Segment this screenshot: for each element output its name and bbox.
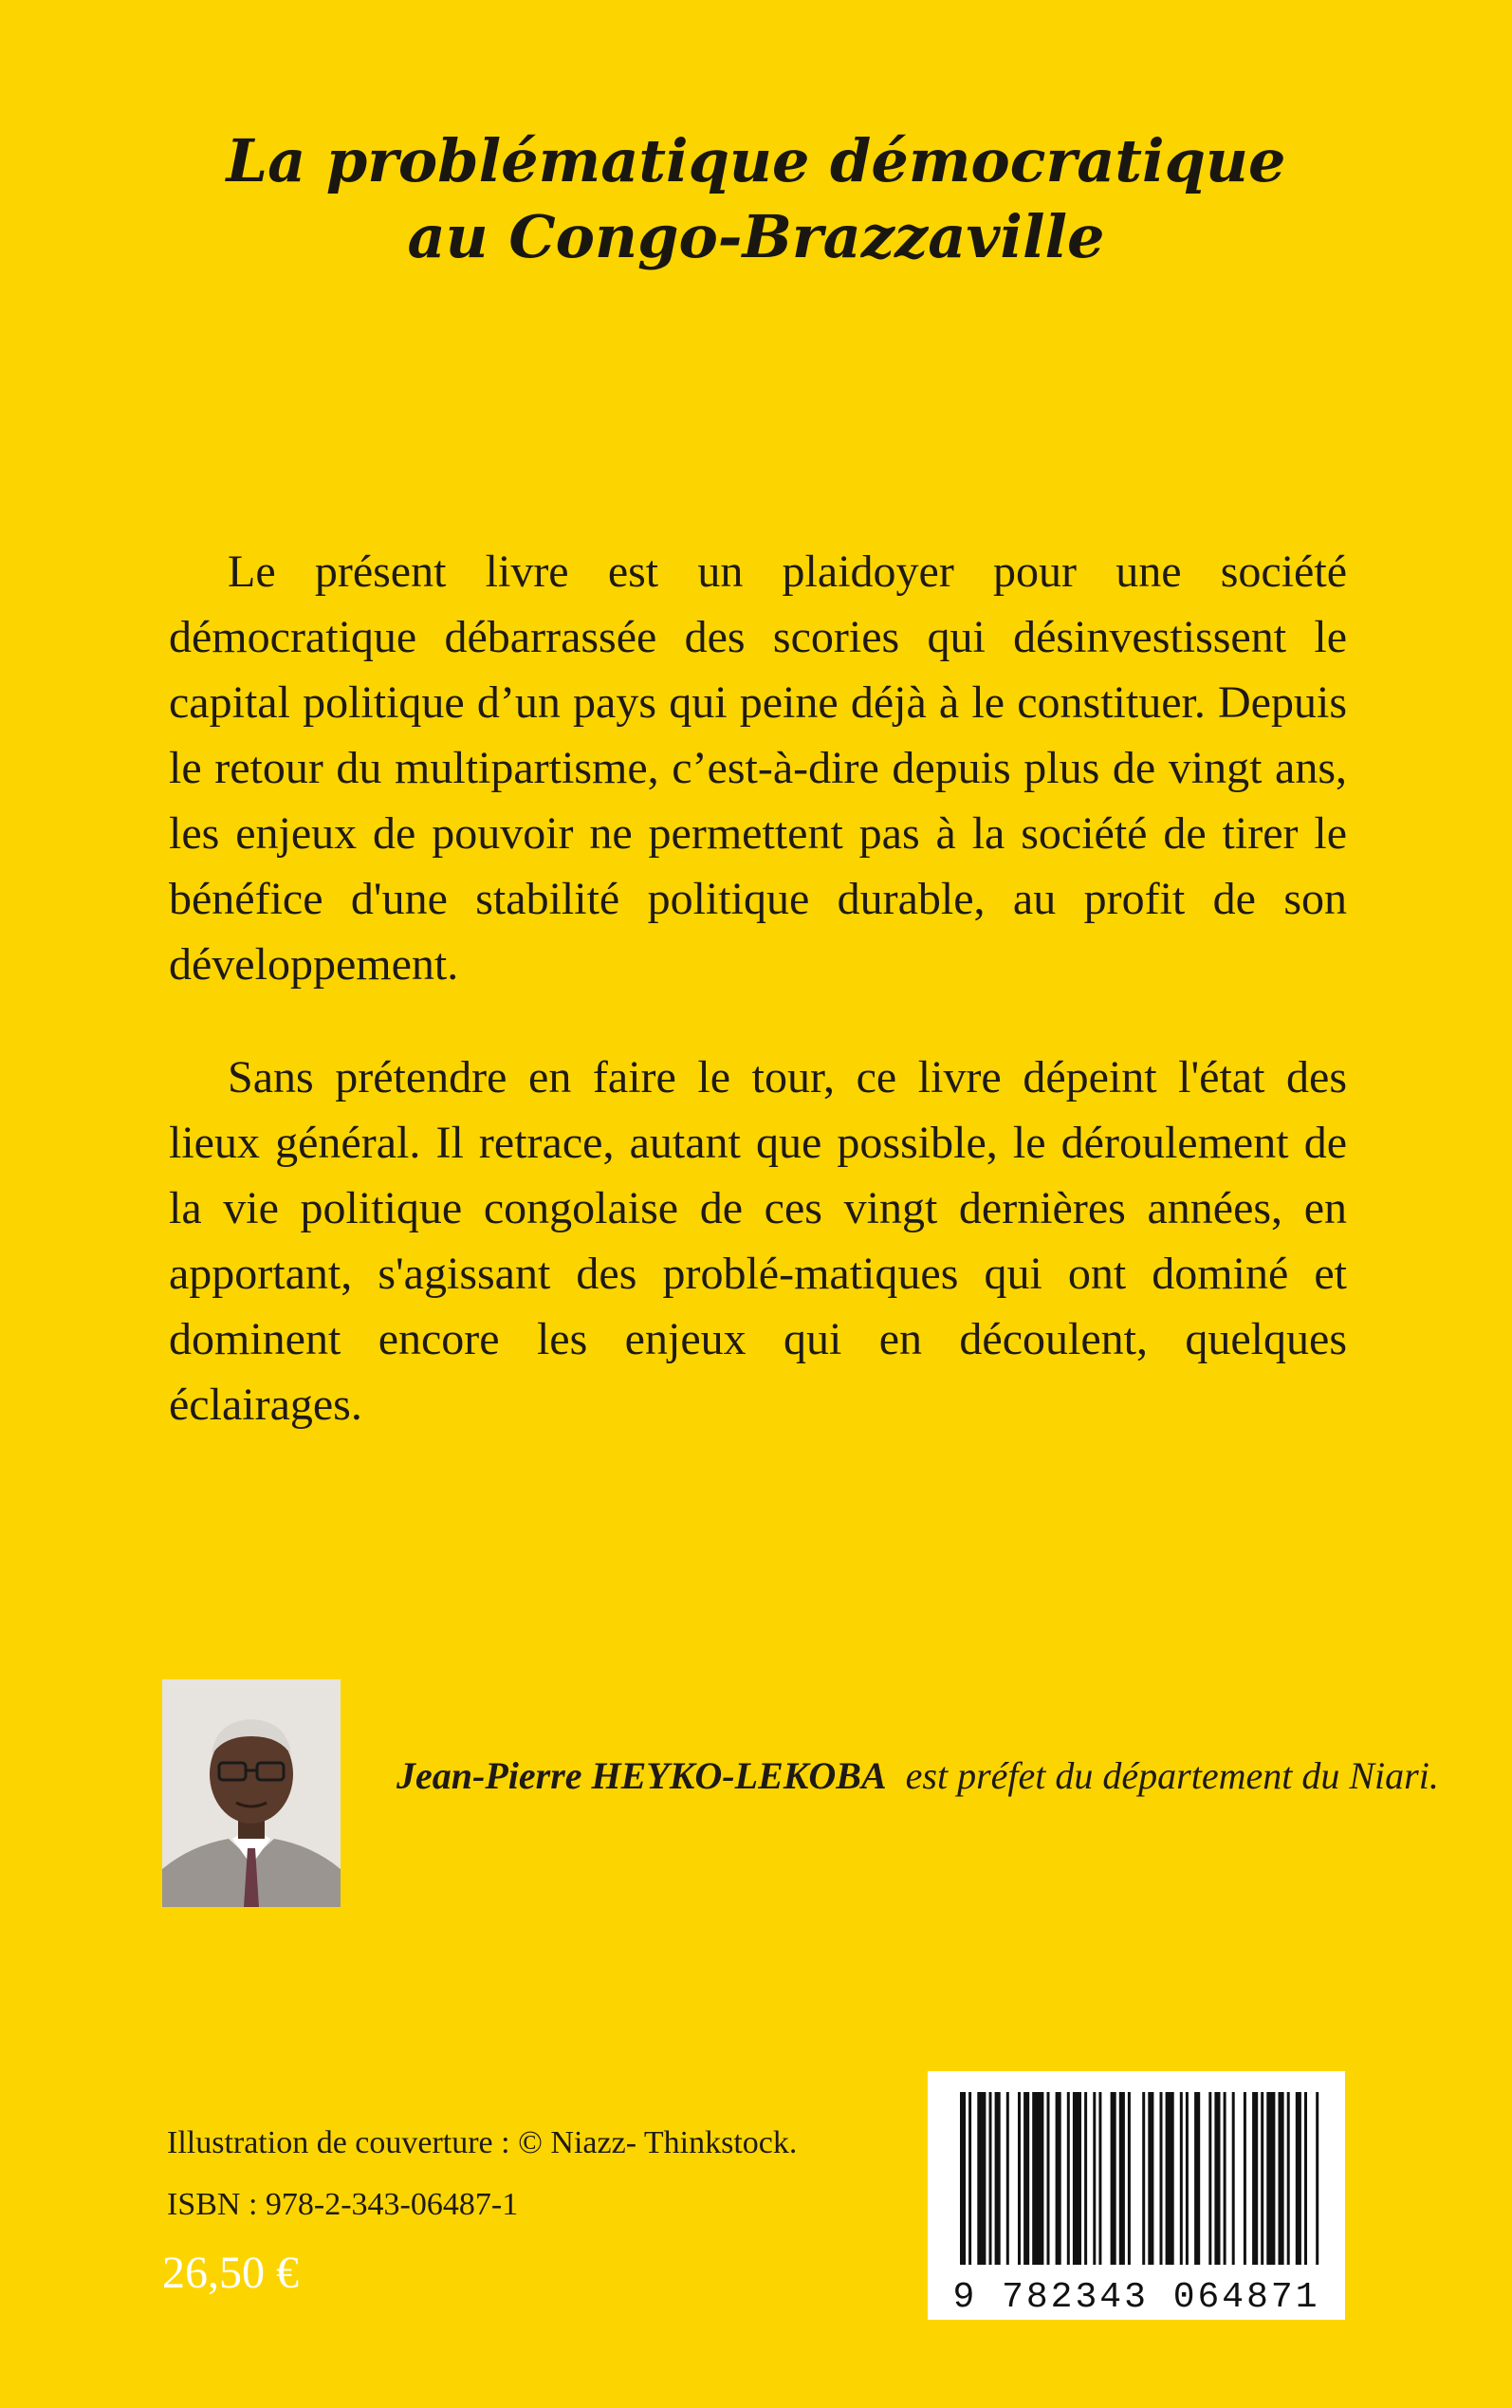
book-title-line-1: La problématique démocratique (226, 126, 1286, 195)
book-title-line-2: au Congo-Brazzaville (407, 202, 1105, 271)
author-last-name: HEYKO-LEKOBA (591, 1754, 887, 1797)
barcode-bar (1287, 2092, 1290, 2265)
barcode-bar (1023, 2092, 1029, 2265)
barcode-bar (1186, 2092, 1189, 2265)
barcode-bar (1119, 2092, 1125, 2265)
barcode-bar (995, 2092, 1001, 2265)
barcode-bar (1208, 2092, 1211, 2265)
barcode-bar (1296, 2092, 1301, 2265)
barcode-bar (1279, 2092, 1284, 2265)
barcode-bar (1180, 2092, 1183, 2265)
barcode-digits: 9 782343 064871 (952, 2277, 1320, 2318)
back-cover-blurb (169, 539, 1347, 1437)
barcode-bar (1084, 2092, 1087, 2265)
barcode-bar (1304, 2092, 1307, 2265)
barcode-bar (977, 2092, 986, 2265)
barcode-bar (1018, 2092, 1021, 2265)
barcode-bar (1244, 2092, 1246, 2265)
author-name (396, 1754, 887, 1797)
barcode-bar (1224, 2092, 1226, 2265)
barcode-bar (1093, 2092, 1096, 2265)
barcode-bar (1098, 2092, 1101, 2265)
isbn: ISBN : 978-2-343-06487-1 (167, 2187, 519, 2222)
author-role: est préfet du département du Niari. (905, 1754, 1439, 1797)
barcode-bar (1067, 2092, 1070, 2265)
barcode-bar (968, 2092, 971, 2265)
barcode-bar (1316, 2092, 1318, 2265)
barcode-bar (1261, 2092, 1263, 2265)
barcode-bar (1232, 2092, 1235, 2265)
book-title (0, 123, 1512, 275)
barcode-bars (928, 2071, 1345, 2320)
barcode-bar (1252, 2092, 1258, 2265)
barcode-bar (1142, 2092, 1145, 2265)
barcode-bar (1073, 2092, 1081, 2265)
blurb-paragraph-1: Le présent livre est un plaidoyer pour une société démocratique débarrassée des scories qui désinvestissent le capital politique d’un pays qui peine déjà à le constituer. Depuis le retour du multipartisme, c’est-à-dire depuis plus de vingt ans, les enjeux de pouvoir ne permettent pas à la société de tirer le bénéfice d'une stabilité politique durable, au profit de son développement. (169, 546, 1347, 990)
barcode-bar (1214, 2092, 1220, 2265)
barcode-bar (1047, 2092, 1050, 2265)
barcode-bar (1111, 2092, 1116, 2265)
price: 26,50 € (162, 2248, 299, 2298)
barcode-bar (1006, 2092, 1009, 2265)
barcode-bar (1160, 2092, 1163, 2265)
barcode-bar (1166, 2092, 1174, 2265)
barcode-bar (1032, 2092, 1043, 2265)
illustration-credit: Illustration de couverture : © Niazz- Thinkstock. (167, 2125, 798, 2160)
barcode (928, 2071, 1345, 2320)
blurb-paragraph-2: Sans prétendre en faire le tour, ce livre dépeint l'état des lieux général. Il retrace, autant que possible, le déroulement de la vie politique congolaise de ces vingt dernières années, en apportant, s'agissant des problé-matiques qui ont dominé et dominent encore les enjeux qui en découlent, quelques éclairages. (169, 1052, 1347, 1430)
author-portrait-icon (162, 1679, 341, 1907)
author-photo (162, 1679, 341, 1907)
barcode-bar (1148, 2092, 1153, 2265)
barcode-bar (989, 2092, 992, 2265)
barcode-bar (1128, 2092, 1131, 2265)
barcode-bar (1266, 2092, 1275, 2265)
barcode-bar (960, 2092, 966, 2265)
author-first-name: Jean-Pierre (396, 1754, 582, 1797)
barcode-bar (1194, 2092, 1200, 2265)
author-bio (396, 1753, 1459, 1798)
barcode-bar (1056, 2092, 1061, 2265)
